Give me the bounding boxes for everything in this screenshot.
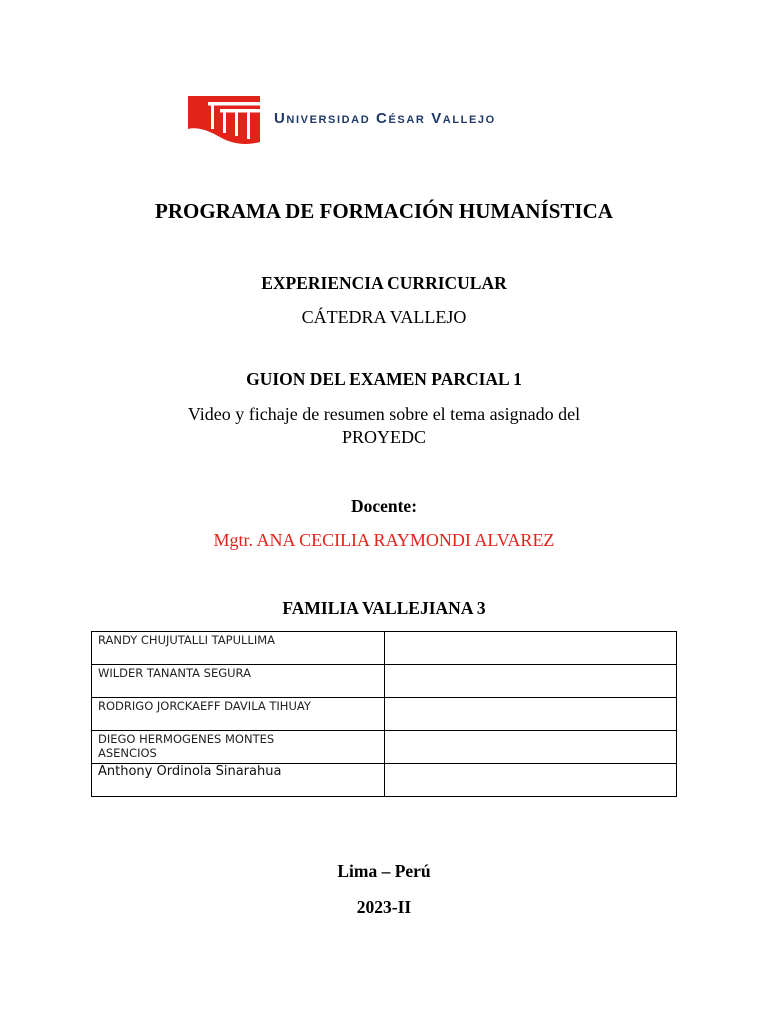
course-name: CÁTEDRA VALLEJO	[301, 307, 467, 327]
table-row	[92, 698, 677, 731]
ucv-emblem-icon	[188, 96, 268, 146]
members-table	[91, 631, 677, 797]
member-blank-cell	[385, 632, 677, 665]
member-name-cell	[92, 764, 385, 797]
member-name: WILDER TANANTA SEGURA	[98, 666, 251, 680]
member-blank-cell	[385, 764, 677, 797]
member-name-cell	[92, 698, 385, 731]
member-name-cell	[92, 665, 385, 698]
academic-period: 2023-II	[356, 897, 412, 917]
member-blank-cell	[385, 665, 677, 698]
table-row	[92, 731, 677, 764]
exam-title: GUION DEL EXAMEN PARCIAL 1	[246, 369, 522, 389]
teacher-name: Mgtr. ANA CECILIA RAYMONDI ALVAREZ	[213, 530, 555, 550]
exam-description-line: PROYEDC	[341, 427, 426, 447]
university-name: Universidad César Vallejo	[274, 110, 496, 127]
member-name-continued: ASENCIOS	[98, 746, 157, 760]
member-name-cell	[92, 731, 385, 764]
program-title: PROGRAMA DE FORMACIÓN HUMANÍSTICA	[155, 199, 613, 223]
table-row	[92, 632, 677, 665]
exam-description-line: Video y fichaje de resumen sobre el tema asignado del	[187, 404, 581, 424]
member-name: RODRIGO JORCKAEFF DAVILA TIHUAY	[98, 699, 311, 713]
family-title: FAMILIA VALLEJIANA 3	[282, 598, 486, 618]
member-blank-cell	[385, 731, 677, 764]
member-name-cell	[92, 632, 385, 665]
exam-description	[0, 403, 768, 449]
place: Lima – Perú	[337, 861, 431, 881]
university-logo	[188, 96, 608, 146]
teacher-label: Docente:	[350, 496, 418, 516]
member-name: DIEGO HERMOGENES MONTES	[98, 732, 275, 746]
table-row	[92, 665, 677, 698]
member-blank-cell	[385, 698, 677, 731]
member-name: Anthony Ordinola Sinarahua	[98, 764, 282, 779]
table-row	[92, 764, 677, 797]
member-name: RANDY CHUJUTALLI TAPULLIMA	[98, 633, 276, 647]
experience-label: EXPERIENCIA CURRICULAR	[261, 273, 507, 293]
